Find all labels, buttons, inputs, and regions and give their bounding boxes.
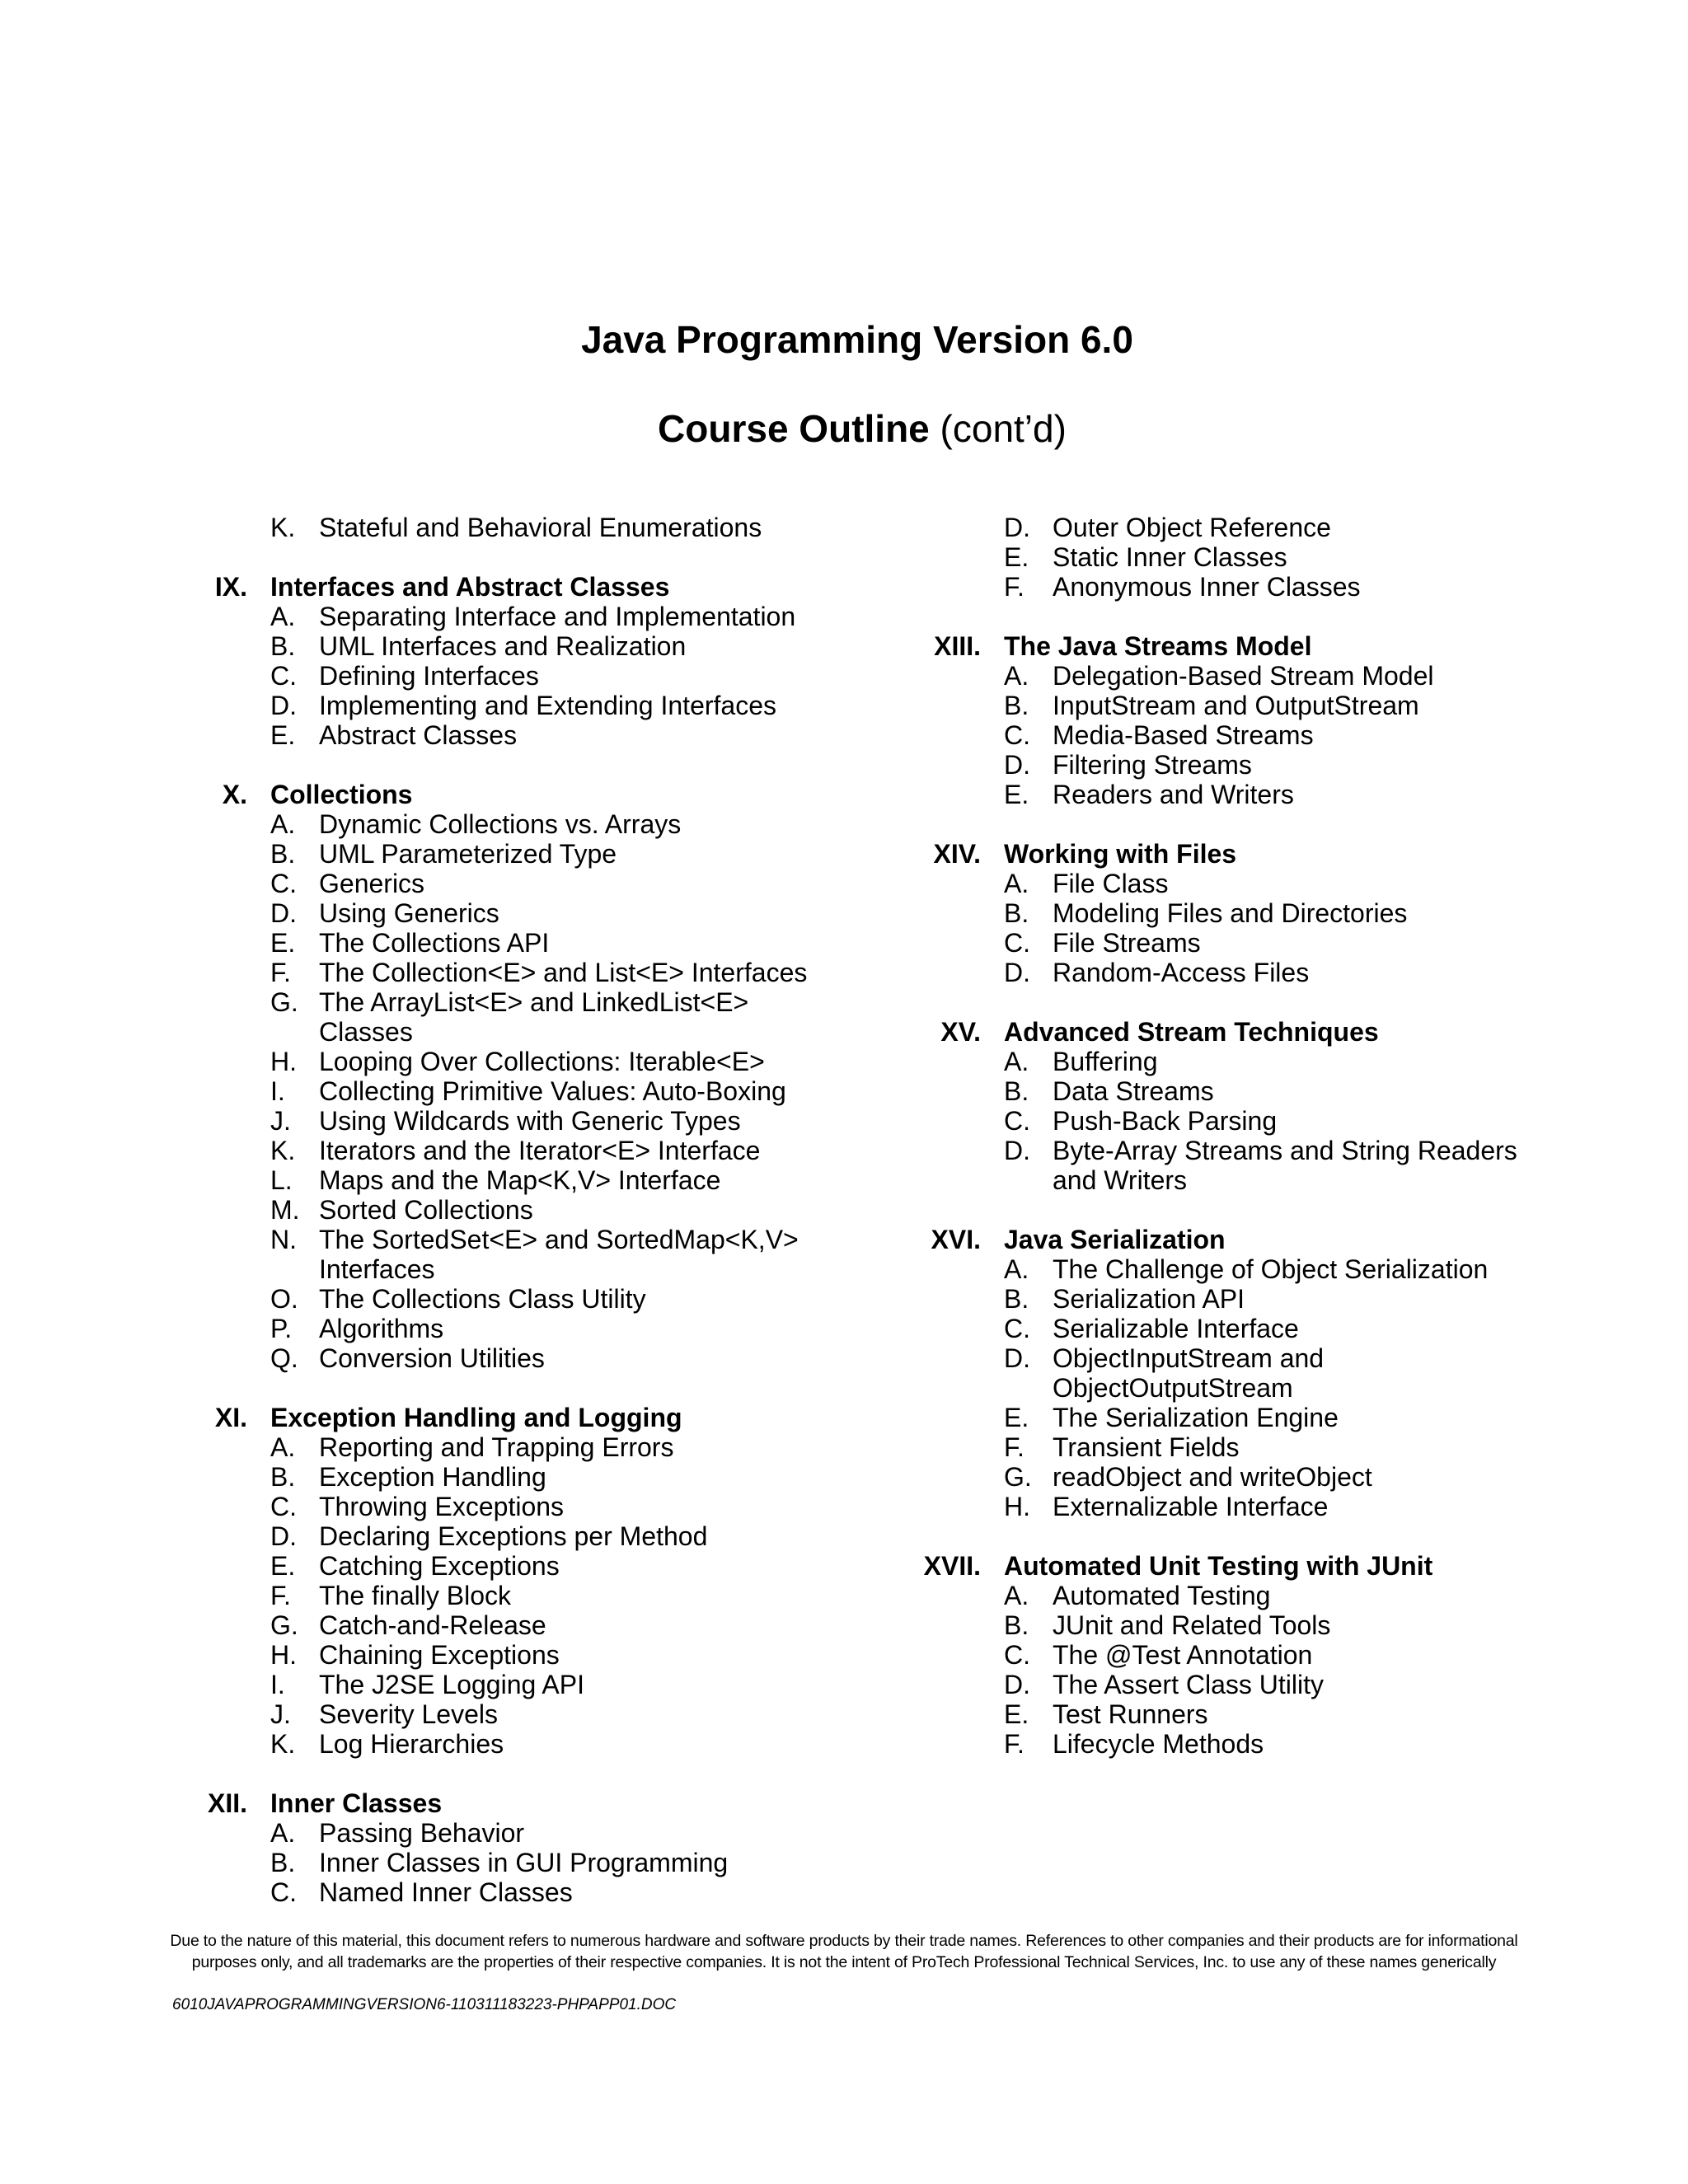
outline-item — [165, 958, 808, 987]
item-letter: C. — [270, 1877, 297, 1907]
section-number: XIII. — [934, 631, 981, 661]
outline-item — [165, 1314, 808, 1343]
outline-item — [165, 809, 808, 839]
outline-item — [898, 691, 1525, 720]
item-text: Implementing and Extending Interfaces — [319, 691, 776, 720]
item-letter: A. — [270, 1818, 296, 1848]
item-letter: O. — [270, 1284, 298, 1314]
section-number: XVII. — [923, 1551, 981, 1581]
item-text: Media-Based Streams — [1053, 720, 1314, 750]
section-heading — [898, 839, 1574, 869]
outline-item — [165, 1699, 808, 1729]
item-text: Passing Behavior — [319, 1818, 525, 1848]
outline-item — [165, 1165, 808, 1195]
item-letter: E. — [1004, 1403, 1029, 1432]
section-number: XI. — [214, 1403, 247, 1432]
outline-section — [165, 1788, 841, 1907]
item-text: The Collection<E> and List<E> Interfaces — [319, 958, 808, 987]
outline-item — [898, 1729, 1525, 1759]
item-text: JUnit and Related Tools — [1053, 1610, 1331, 1640]
outline-item — [898, 958, 1525, 987]
item-letter: B. — [270, 1848, 296, 1877]
item-text: Catch-and-Release — [319, 1610, 546, 1640]
outline-item — [898, 780, 1525, 809]
item-letter: B. — [1004, 1284, 1029, 1314]
outline-item — [898, 1610, 1525, 1640]
outline-item — [165, 1818, 808, 1848]
item-text: Outer Object Reference — [1053, 513, 1331, 542]
outline-item — [165, 987, 808, 1047]
outline-item — [165, 1047, 808, 1076]
item-letter: E. — [270, 928, 296, 958]
outline-item — [898, 1581, 1525, 1610]
item-letter: I. — [270, 1076, 285, 1106]
item-text: Modeling Files and Directories — [1053, 898, 1408, 928]
item-text: Stateful and Behavioral Enumerations — [319, 513, 762, 542]
item-letter: A. — [1004, 1581, 1029, 1610]
outline-section — [898, 1551, 1574, 1759]
outline-section — [898, 631, 1574, 809]
item-text: Automated Testing — [1053, 1581, 1271, 1610]
item-letter: A. — [1004, 661, 1029, 691]
page-title: Java Programming Version 6.0 — [581, 318, 1133, 361]
item-letter: K. — [270, 1729, 296, 1759]
item-letter: G. — [270, 987, 298, 1017]
item-text: Collecting Primitive Values: Auto-Boxing — [319, 1076, 786, 1106]
outline-item — [898, 1047, 1525, 1076]
item-text: Defining Interfaces — [319, 661, 539, 691]
outline-item — [165, 1343, 808, 1373]
item-letter: C. — [1004, 1314, 1030, 1343]
item-letter: F. — [1004, 572, 1025, 602]
subtitle-bold: Course Outline — [658, 407, 930, 450]
item-text: Data Streams — [1053, 1076, 1214, 1106]
item-letter: A. — [270, 809, 296, 839]
section-number: XVI. — [931, 1225, 981, 1254]
item-letter: A. — [1004, 1047, 1029, 1076]
item-text: Byte-Array Streams and String Readers and Writers — [1053, 1136, 1517, 1195]
item-text: Throwing Exceptions — [319, 1492, 565, 1521]
item-letter: F. — [1004, 1432, 1025, 1462]
outline-item — [898, 750, 1525, 780]
item-text: Filtering Streams — [1053, 750, 1252, 780]
item-letter: D. — [1004, 958, 1030, 987]
section-title: Working with Files — [1004, 839, 1237, 869]
item-letter: F. — [270, 958, 291, 987]
item-letter: D. — [1004, 513, 1030, 542]
outline-item — [898, 542, 1525, 572]
outline-item — [898, 1462, 1525, 1492]
item-letter: E. — [1004, 542, 1029, 572]
outline-section — [165, 1403, 841, 1759]
item-text: Using Generics — [319, 898, 499, 928]
item-letter: H. — [270, 1047, 297, 1076]
outline-item — [165, 1076, 808, 1106]
item-letter: C. — [1004, 1106, 1030, 1136]
item-letter: C. — [270, 661, 297, 691]
item-text: The SortedSet<E> and SortedMap<K,V> Interfaces — [319, 1225, 799, 1284]
item-letter: J. — [270, 1106, 291, 1136]
item-text: Using Wildcards with Generic Types — [319, 1106, 741, 1136]
item-text: Buffering — [1053, 1047, 1158, 1076]
item-text: Sorted Collections — [319, 1195, 533, 1225]
outline-item — [898, 1432, 1525, 1462]
outline-item — [898, 1076, 1525, 1106]
item-letter: K. — [270, 1136, 296, 1165]
item-text: Log Hierarchies — [319, 1729, 504, 1759]
item-letter: L. — [270, 1165, 293, 1195]
item-text: Chaining Exceptions — [319, 1640, 560, 1670]
section-heading — [165, 572, 841, 602]
outline-item — [165, 1492, 808, 1521]
item-text: The Serialization Engine — [1053, 1403, 1339, 1432]
item-letter: D. — [1004, 750, 1030, 780]
outline-section — [898, 839, 1574, 987]
outline-item — [165, 1521, 808, 1551]
item-letter: C. — [270, 869, 297, 898]
item-letter: D. — [270, 898, 297, 928]
outline-item — [165, 691, 808, 720]
outline-item — [898, 1106, 1525, 1136]
outline-item — [898, 572, 1525, 602]
item-letter: F. — [1004, 1729, 1025, 1759]
item-letter: D. — [1004, 1343, 1030, 1373]
outline-item — [898, 1136, 1525, 1195]
outline-item — [898, 1254, 1525, 1284]
item-letter: D. — [270, 691, 297, 720]
item-letter: N. — [270, 1225, 297, 1254]
outline-item — [898, 1492, 1525, 1521]
item-text: Random-Access Files — [1053, 958, 1310, 987]
item-letter: B. — [1004, 898, 1029, 928]
item-text: The finally Block — [319, 1581, 511, 1610]
item-text: The @Test Annotation — [1053, 1640, 1313, 1670]
item-letter: H. — [1004, 1492, 1030, 1521]
outline-item — [898, 1670, 1525, 1699]
item-letter: C. — [270, 1492, 297, 1521]
item-text: Transient Fields — [1053, 1432, 1240, 1462]
outline-item — [165, 1551, 808, 1581]
item-text: UML Interfaces and Realization — [319, 631, 687, 661]
item-text: Named Inner Classes — [319, 1877, 573, 1907]
item-letter: A. — [270, 602, 296, 631]
section-heading — [898, 1551, 1574, 1581]
item-letter: A. — [1004, 869, 1029, 898]
item-text: UML Parameterized Type — [319, 839, 617, 869]
continued-section — [165, 513, 841, 542]
outline-item — [898, 1403, 1525, 1432]
outline-item — [898, 513, 1525, 542]
section-heading — [898, 1017, 1574, 1047]
left-column — [165, 513, 841, 1937]
section-heading — [165, 780, 841, 809]
item-text: Conversion Utilities — [319, 1343, 545, 1373]
outline-item — [898, 1314, 1525, 1343]
item-text: Algorithms — [319, 1314, 444, 1343]
item-text: readObject and writeObject — [1053, 1462, 1372, 1492]
item-text: The Challenge of Object Serialization — [1053, 1254, 1489, 1284]
item-text: Catching Exceptions — [319, 1551, 560, 1581]
section-title: Java Serialization — [1004, 1225, 1226, 1254]
item-text: Externalizable Interface — [1053, 1492, 1329, 1521]
section-heading — [898, 1225, 1574, 1254]
item-letter: D. — [1004, 1670, 1030, 1699]
outline-section — [898, 1017, 1574, 1195]
outline-section — [165, 572, 841, 750]
outline-item — [898, 720, 1525, 750]
section-number: X. — [222, 780, 247, 809]
outline-item — [165, 1462, 808, 1492]
outline-item — [898, 1640, 1525, 1670]
item-letter: B. — [1004, 1076, 1029, 1106]
item-text: Anonymous Inner Classes — [1053, 572, 1361, 602]
item-letter: D. — [270, 1521, 297, 1551]
outline-item — [165, 1640, 808, 1670]
outline-item — [898, 1343, 1525, 1403]
outline-item — [165, 869, 808, 898]
item-text: Test Runners — [1053, 1699, 1208, 1729]
outline-item — [898, 1284, 1525, 1314]
item-letter: E. — [270, 720, 296, 750]
item-text: Separating Interface and Implementation — [319, 602, 796, 631]
outline-item — [898, 661, 1525, 691]
item-text: Serializable Interface — [1053, 1314, 1299, 1343]
outline-section — [898, 1225, 1574, 1521]
outline-section — [165, 780, 841, 1373]
item-letter: M. — [270, 1195, 300, 1225]
item-letter: E. — [1004, 780, 1029, 809]
item-text: File Streams — [1053, 928, 1201, 958]
outline-item — [898, 928, 1525, 958]
item-text: Generics — [319, 869, 425, 898]
outline-item — [165, 631, 808, 661]
item-text: Severity Levels — [319, 1699, 498, 1729]
subtitle-cont: (cont’d) — [940, 407, 1067, 450]
section-number: XV. — [940, 1017, 981, 1047]
item-text: The J2SE Logging API — [319, 1670, 584, 1699]
footer-disclaimer — [165, 1930, 1523, 1973]
item-letter: D. — [1004, 1136, 1030, 1165]
item-text: Iterators and the Iterator<E> Interface — [319, 1136, 761, 1165]
item-letter: C. — [1004, 928, 1030, 958]
item-letter: G. — [1004, 1462, 1032, 1492]
section-title: Automated Unit Testing with JUnit — [1004, 1551, 1433, 1581]
item-letter: F. — [270, 1581, 291, 1610]
section-title: Inner Classes — [270, 1788, 443, 1818]
item-text: Serialization API — [1053, 1284, 1245, 1314]
page-subtitle — [18, 405, 1688, 452]
outline-item — [165, 1136, 808, 1165]
item-letter: B. — [270, 631, 296, 661]
outline-item — [165, 720, 808, 750]
outline-item — [165, 602, 808, 631]
section-heading — [165, 1788, 841, 1818]
item-letter: J. — [270, 1699, 291, 1729]
item-text: Readers and Writers — [1053, 780, 1294, 809]
section-number: IX. — [214, 572, 247, 602]
item-letter: H. — [270, 1640, 297, 1670]
item-text: Reporting and Trapping Errors — [319, 1432, 674, 1462]
section-title: Exception Handling and Logging — [270, 1403, 682, 1432]
item-letter: B. — [1004, 691, 1029, 720]
item-text: Maps and the Map<K,V> Interface — [319, 1165, 721, 1195]
outline-item — [165, 1432, 808, 1462]
item-text: Static Inner Classes — [1053, 542, 1287, 572]
item-text: File Class — [1053, 869, 1169, 898]
item-letter: Q. — [270, 1343, 298, 1373]
item-letter: B. — [270, 839, 296, 869]
section-heading — [898, 631, 1574, 661]
item-text: The Assert Class Utility — [1053, 1670, 1324, 1699]
item-letter: B. — [1004, 1610, 1029, 1640]
outline-item — [898, 898, 1525, 928]
item-text: Dynamic Collections vs. Arrays — [319, 809, 682, 839]
item-text: Exception Handling — [319, 1462, 546, 1492]
section-number: XIV. — [933, 839, 981, 869]
outline-item — [165, 661, 808, 691]
document-id: 6010JAVAPROGRAMMINGVERSION6-110311183223-PHPAPP01.DOC — [172, 1996, 677, 2013]
item-letter: I. — [270, 1670, 285, 1699]
section-title: Collections — [270, 780, 413, 809]
item-text: The ArrayList<E> and LinkedList<E> Classes — [319, 987, 749, 1047]
outline-item — [165, 1106, 808, 1136]
right-column — [898, 513, 1574, 1788]
outline-item — [165, 1284, 808, 1314]
item-text: Inner Classes in GUI Programming — [319, 1848, 729, 1877]
item-text: Looping Over Collections: Iterable<E> — [319, 1047, 765, 1076]
outline-item — [165, 839, 808, 869]
outline-item — [165, 928, 808, 958]
disclaimer-line-2: purposes only, and all trademarks are the properties of their respective companies. It is not the intent of ProTech Professional Technical Services, Inc. to use any of these names generically — [191, 1953, 1497, 1971]
item-letter: G. — [270, 1610, 298, 1640]
outline-item — [165, 1729, 808, 1759]
item-letter: C. — [1004, 720, 1030, 750]
item-text: The Collections API — [319, 928, 550, 958]
section-title: Advanced Stream Techniques — [1004, 1017, 1379, 1047]
outline-item — [165, 1610, 808, 1640]
outline-item — [165, 1581, 808, 1610]
outline-item — [165, 513, 808, 542]
item-letter: B. — [270, 1462, 296, 1492]
outline-item — [898, 1699, 1525, 1729]
item-text: ObjectInputStream and ObjectOutputStream — [1053, 1343, 1325, 1403]
item-text: Abstract Classes — [319, 720, 518, 750]
outline-item — [165, 1225, 808, 1284]
item-letter: A. — [270, 1432, 296, 1462]
outline-item — [898, 869, 1525, 898]
outline-item — [165, 898, 808, 928]
item-letter: C. — [1004, 1640, 1030, 1670]
item-letter: P. — [270, 1314, 293, 1343]
section-title: The Java Streams Model — [1004, 631, 1312, 661]
item-letter: K. — [270, 513, 296, 542]
item-letter: E. — [270, 1551, 296, 1581]
item-letter: E. — [1004, 1699, 1029, 1729]
item-text: InputStream and OutputStream — [1053, 691, 1419, 720]
disclaimer-line-1: Due to the nature of this material, this document refers to numerous hardware and software products by their trade names. References to other companies and their products are for informational — [170, 1932, 1518, 1950]
section-title: Interfaces and Abstract Classes — [270, 572, 670, 602]
outline-item — [165, 1848, 808, 1877]
item-text: Declaring Exceptions per Method — [319, 1521, 708, 1551]
section-heading — [165, 1403, 841, 1432]
item-text: Lifecycle Methods — [1053, 1729, 1264, 1759]
outline-item — [165, 1670, 808, 1699]
item-text: Delegation-Based Stream Model — [1053, 661, 1434, 691]
item-text: The Collections Class Utility — [319, 1284, 646, 1314]
continued-section — [898, 513, 1574, 602]
outline-item — [165, 1877, 808, 1907]
item-text: Push-Back Parsing — [1053, 1106, 1278, 1136]
outline-item — [165, 1195, 808, 1225]
item-letter: A. — [1004, 1254, 1029, 1284]
section-number: XII. — [207, 1788, 247, 1818]
